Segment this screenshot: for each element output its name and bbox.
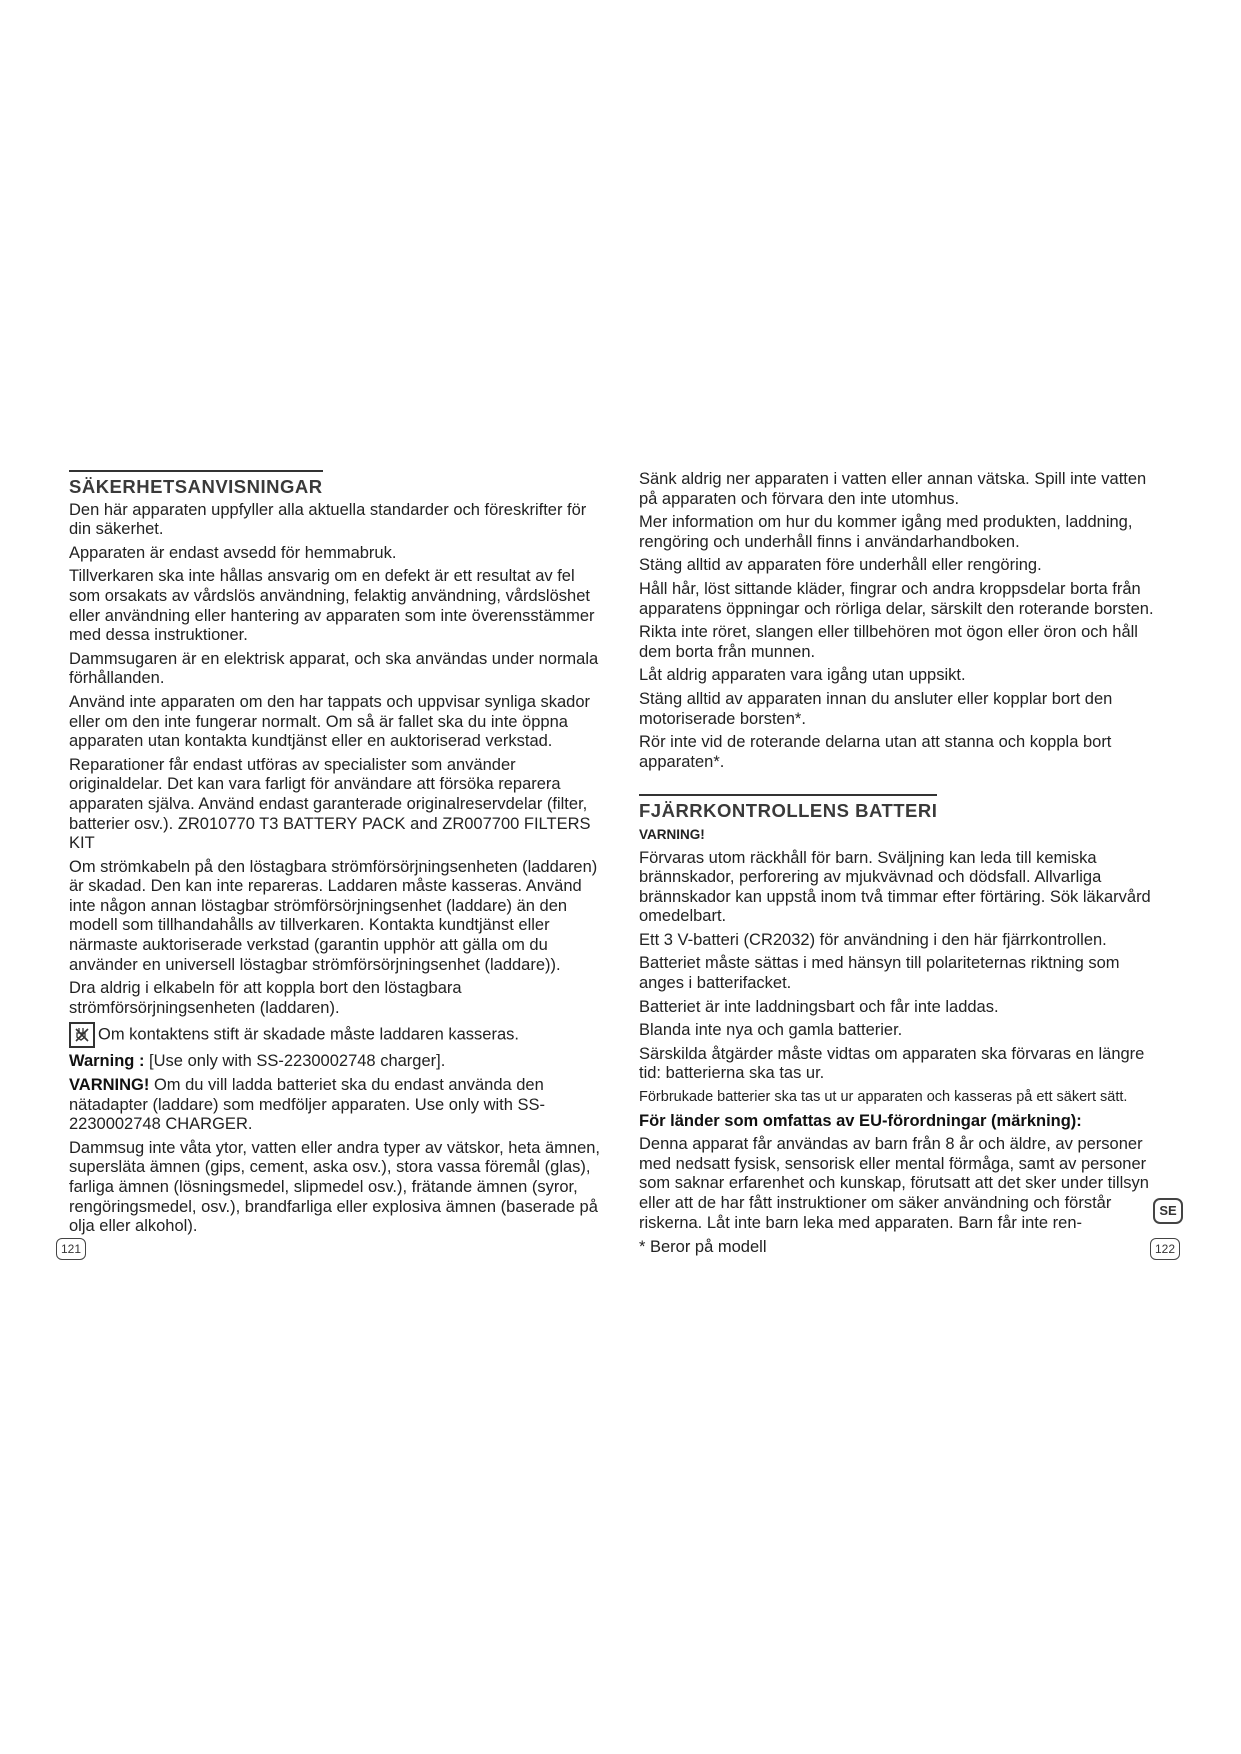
battery-paragraph: Batteriet är inte laddningsbart och får inte laddas.	[639, 997, 999, 1016]
battery-paragraph: Blanda inte nya och gamla batterier.	[639, 1021, 903, 1040]
left-paragraph: Reparationer får endast utföras av specialister som använder originaldelar. Det kan vara farligt för användare att försöka reparera apparaten själva. Använd endast garanterade originalreservdelar (filter, batterier osv.). ZR010770 T3 BATTERY PACK and ZR007700 FILTERS KIT	[69, 755, 591, 853]
page-number-left: 121	[56, 1238, 86, 1260]
varning-label: VARNING!	[69, 1076, 150, 1095]
safety-heading: SÄKERHETSANVISNINGAR	[69, 470, 323, 497]
battery-heading: FJÄRRKONTROLLENS BATTERI	[639, 794, 937, 821]
disposal-note: Förbrukade batterier ska tas ut ur apparaten och kasseras på ett säkert sätt.	[639, 1089, 1128, 1106]
battery-paragraph: Särskilda åtgärder måste vidtas om apparaten ska förvaras en längre tid: batterierna ska tas ur.	[639, 1044, 1145, 1083]
left-paragraph: Tillverkaren ska inte hållas ansvarig om en defekt är ett resultat av fel som orsakats av vårdslös användning, felaktig användning, vårdslöshet eller användning eller hantering av apparaten som inte överensstämmer med dessa instruktioner.	[69, 567, 595, 645]
eu-heading	[639, 1112, 1165, 1132]
right-paragraph: Mer information om hur du kommer igång med produkten, laddning, rengöring och underhåll finns i användarhandboken.	[639, 513, 1133, 551]
right-paragraph: Rör inte vid de roterande delarna utan att stanna och koppla bort apparaten*.	[639, 733, 1112, 771]
left-paragraph: Dammsugaren är en elektrisk apparat, och ska användas under normala förhållanden.	[69, 649, 599, 688]
left-paragraph: Den här apparaten uppfyller alla aktuella standarder och föreskrifter för din säkerhet.	[69, 500, 587, 539]
battery-paragraph: Ett 3 V-batteri (CR2032) för användning i den här fjärrkontrollen.	[639, 930, 1107, 949]
battery-paragraph: Batteriet måste sättas i med hänsyn till polariteternas riktning som anges i batterifacket.	[639, 954, 1120, 993]
battery-warning-subheading: VARNING!	[639, 826, 705, 842]
damaged-plug-text: Om kontaktens stift är skadade måste laddaren kasseras.	[98, 1025, 519, 1044]
damaged-plug-icon	[69, 1022, 95, 1048]
right-paragraph: Stäng alltid av apparaten innan du ansluter eller kopplar bort den motoriserade borsten*.	[639, 689, 1113, 728]
left-paragraph: Apparaten är endast avsedd för hemmabruk.	[69, 543, 397, 562]
eu-heading-text: För länder som omfattas av EU-förordningar (märkning):	[639, 1111, 1082, 1130]
warning-label: Warning :	[69, 1052, 145, 1071]
section-spacer	[639, 776, 1165, 794]
warning-english	[69, 1052, 607, 1072]
left-paragraph: Använd inte apparaten om den har tappats och uppvisar synliga skador eller om den inte fungerar normalt. Om så är fallet ska du inte öppna apparaten utan kontakta kundtjänst eller en auktoriserad verkstad.	[69, 692, 590, 751]
left-column	[69, 470, 607, 1241]
right-paragraph: Håll hår, löst sittande kläder, fingrar och andra kroppsdelar borta från apparatens öppningar och rörliga delar, särskilt den roterande borsten.	[639, 579, 1154, 618]
right-paragraph: Sänk aldrig ner apparaten i vatten eller annan vätska. Spill inte vatten på apparaten och förvara den inte utomhus.	[639, 470, 1147, 508]
right-column	[639, 470, 1165, 1237]
varning-text: Om du vill ladda batteriet ska du endast använda den nätadapter (laddare) som medföljer apparaten. Use only with SS-2230002748 CHARGER.	[69, 1076, 545, 1134]
battery-paragraph: Förvaras utom räckhåll för barn. Sväljning kan leda till kemiska brännskador, perforering av mjukvävnad och dödsfall. Allvarliga brännskador kan uppstå inom två timmar efter förtäring. Sök läkarvård omedelbart.	[639, 848, 1151, 926]
left-paragraph: Dammsug inte våta ytor, vatten eller andra typer av vätskor, heta ämnen, supersläta ämnen (gips, cement, aska osv.), stora vassa föremål (glas), farliga ämnen (lösningsmedel, slipmedel osv.), frätande ämnen (syror, rengöringsmedel, osv.), brandfarliga eller explosiva ämnen (baserade på olja eller alkohol).	[69, 1138, 601, 1236]
right-paragraph: Rikta inte röret, slangen eller tillbehören mot ögon eller öron och håll dem borta från munnen.	[639, 623, 1138, 661]
damaged-plug-note	[69, 1022, 607, 1048]
right-paragraph: Låt aldrig apparaten vara igång utan uppsikt.	[639, 666, 966, 685]
eu-paragraph: Denna apparat får användas av barn från 8 år och äldre, av personer med nedsatt fysisk, sensorisk eller mental förmåga, samt av personer som saknar erfarenhet och kunskap, förutsatt att det sker under tillsyn eller att de har fått instruktioner om säker användning och förstår riskerna. Låt inte barn leka med apparaten. Barn får inte ren-	[639, 1135, 1149, 1232]
left-paragraph: Om strömkabeln på den löstagbara strömförsörjningsenheten (laddaren) är skadad. Den kan inte repareras. Laddaren måste kasseras. Använd inte någon annan löstagbar strömförsörjningsenhet (laddare) än den modell som tillhandahålls av tillverkaren. Kontakta kundtjänst eller närmaste auktoriserade verkstad (garantin upphör att gälla om du använder en universell löstagbar strömförsörjningsenhet (laddare)).	[69, 857, 598, 974]
model-footnote: * Beror på modell	[639, 1238, 767, 1256]
page-number-right: 122	[1150, 1238, 1180, 1260]
left-paragraph: Dra aldrig i elkabeln för att koppla bort den löstagbara strömförsörjningsenheten (laddaren).	[69, 979, 462, 1017]
varning-paragraph	[69, 1076, 607, 1135]
right-paragraph: Stäng alltid av apparaten före underhåll eller rengöring.	[639, 556, 1042, 575]
warning-text: [Use only with SS-2230002748 charger].	[144, 1052, 446, 1071]
language-badge: SE	[1153, 1198, 1183, 1224]
